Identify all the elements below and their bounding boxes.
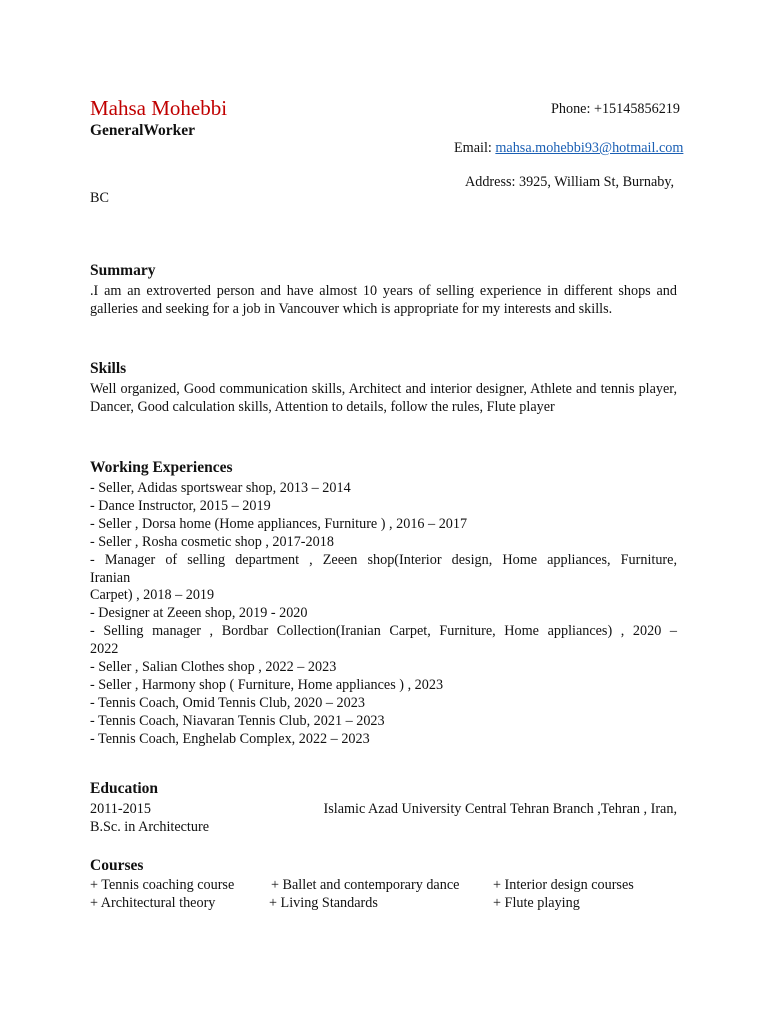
email-link[interactable]: mahsa.mohebbi93@hotmail.com bbox=[495, 140, 684, 156]
phone-number: Phone: +15145856219 bbox=[551, 101, 680, 117]
course-item: + Living Standards bbox=[269, 895, 378, 911]
experience-item: - Dance Instructor, 2015 – 2019 bbox=[90, 498, 271, 514]
experience-item-continued: Carpet) , 2018 – 2019 bbox=[90, 587, 215, 603]
experience-item: - Seller , Dorsa home (Home appliances, Furniture ) , 2016 – 2017 bbox=[90, 516, 468, 532]
experience-item: - Selling manager , Bordbar Collection(Iranian Carpet, Furniture, Home appliances) , 2020 – bbox=[90, 623, 677, 639]
courses-heading: Courses bbox=[90, 857, 144, 874]
email-line bbox=[454, 140, 683, 157]
experience-item: - Seller , Salian Clothes shop , 2022 – 2023 bbox=[90, 659, 337, 675]
summary-text: .I am an extroverted person and have almost 10 years of selling experience in different shops and galleries and seeking for a job in Vancouver which is appropriate for my interests and skills. bbox=[90, 283, 677, 317]
course-item: + Tennis coaching course bbox=[90, 877, 235, 893]
course-item: + Architectural theory bbox=[90, 895, 216, 911]
education-institution: Islamic Azad University Central Tehran Branch ,Tehran , Iran, bbox=[323, 801, 677, 817]
address-line-1: Address: 3925, William St, Burnaby, bbox=[465, 174, 675, 190]
applicant-name: Mahsa Mohebbi bbox=[90, 96, 228, 120]
education-years: 2011-2015 bbox=[90, 801, 151, 817]
education-heading: Education bbox=[90, 780, 159, 797]
skills-text: Well organized, Good communication skills, Architect and interior designer, Athlete and tennis player, Dancer, Good calculation skills, Attention to details, follow the rules, Flute player bbox=[90, 381, 677, 415]
skills-heading: Skills bbox=[90, 360, 127, 377]
address-line-2: BC bbox=[90, 190, 109, 206]
experience-item: - Seller , Rosha cosmetic shop , 2017-2018 bbox=[90, 534, 334, 550]
experience-item: - Seller , Harmony shop ( Furniture, Home appliances ) , 2023 bbox=[90, 677, 444, 693]
email-label: Email: bbox=[454, 140, 496, 156]
summary-heading: Summary bbox=[90, 262, 156, 279]
education-degree: B.Sc. in Architecture bbox=[90, 819, 209, 835]
experience-item: - Tennis Coach, Niavaran Tennis Club, 2021 – 2023 bbox=[90, 713, 385, 729]
experience-item: - Tennis Coach, Enghelab Complex, 2022 – 2023 bbox=[90, 731, 370, 747]
course-item: + Flute playing bbox=[493, 895, 580, 911]
education-entry bbox=[90, 800, 677, 818]
experience-item: - Seller, Adidas sportswear shop, 2013 – 2014 bbox=[90, 480, 351, 496]
experience-item-continued: Iranian bbox=[90, 570, 131, 586]
experience-item: - Tennis Coach, Omid Tennis Club, 2020 – 2023 bbox=[90, 695, 365, 711]
job-title: GeneralWorker bbox=[90, 122, 196, 139]
course-item: + Interior design courses bbox=[493, 877, 634, 893]
experience-heading: Working Experiences bbox=[90, 459, 233, 476]
course-item: + Ballet and contemporary dance bbox=[271, 877, 460, 893]
experience-item: - Designer at Zeeen shop, 2019 - 2020 bbox=[90, 605, 308, 621]
experience-item-continued: 2022 bbox=[90, 641, 119, 657]
experience-item: - Manager of selling department , Zeeen shop(Interior design, Home appliances, Furniture, bbox=[90, 552, 677, 568]
